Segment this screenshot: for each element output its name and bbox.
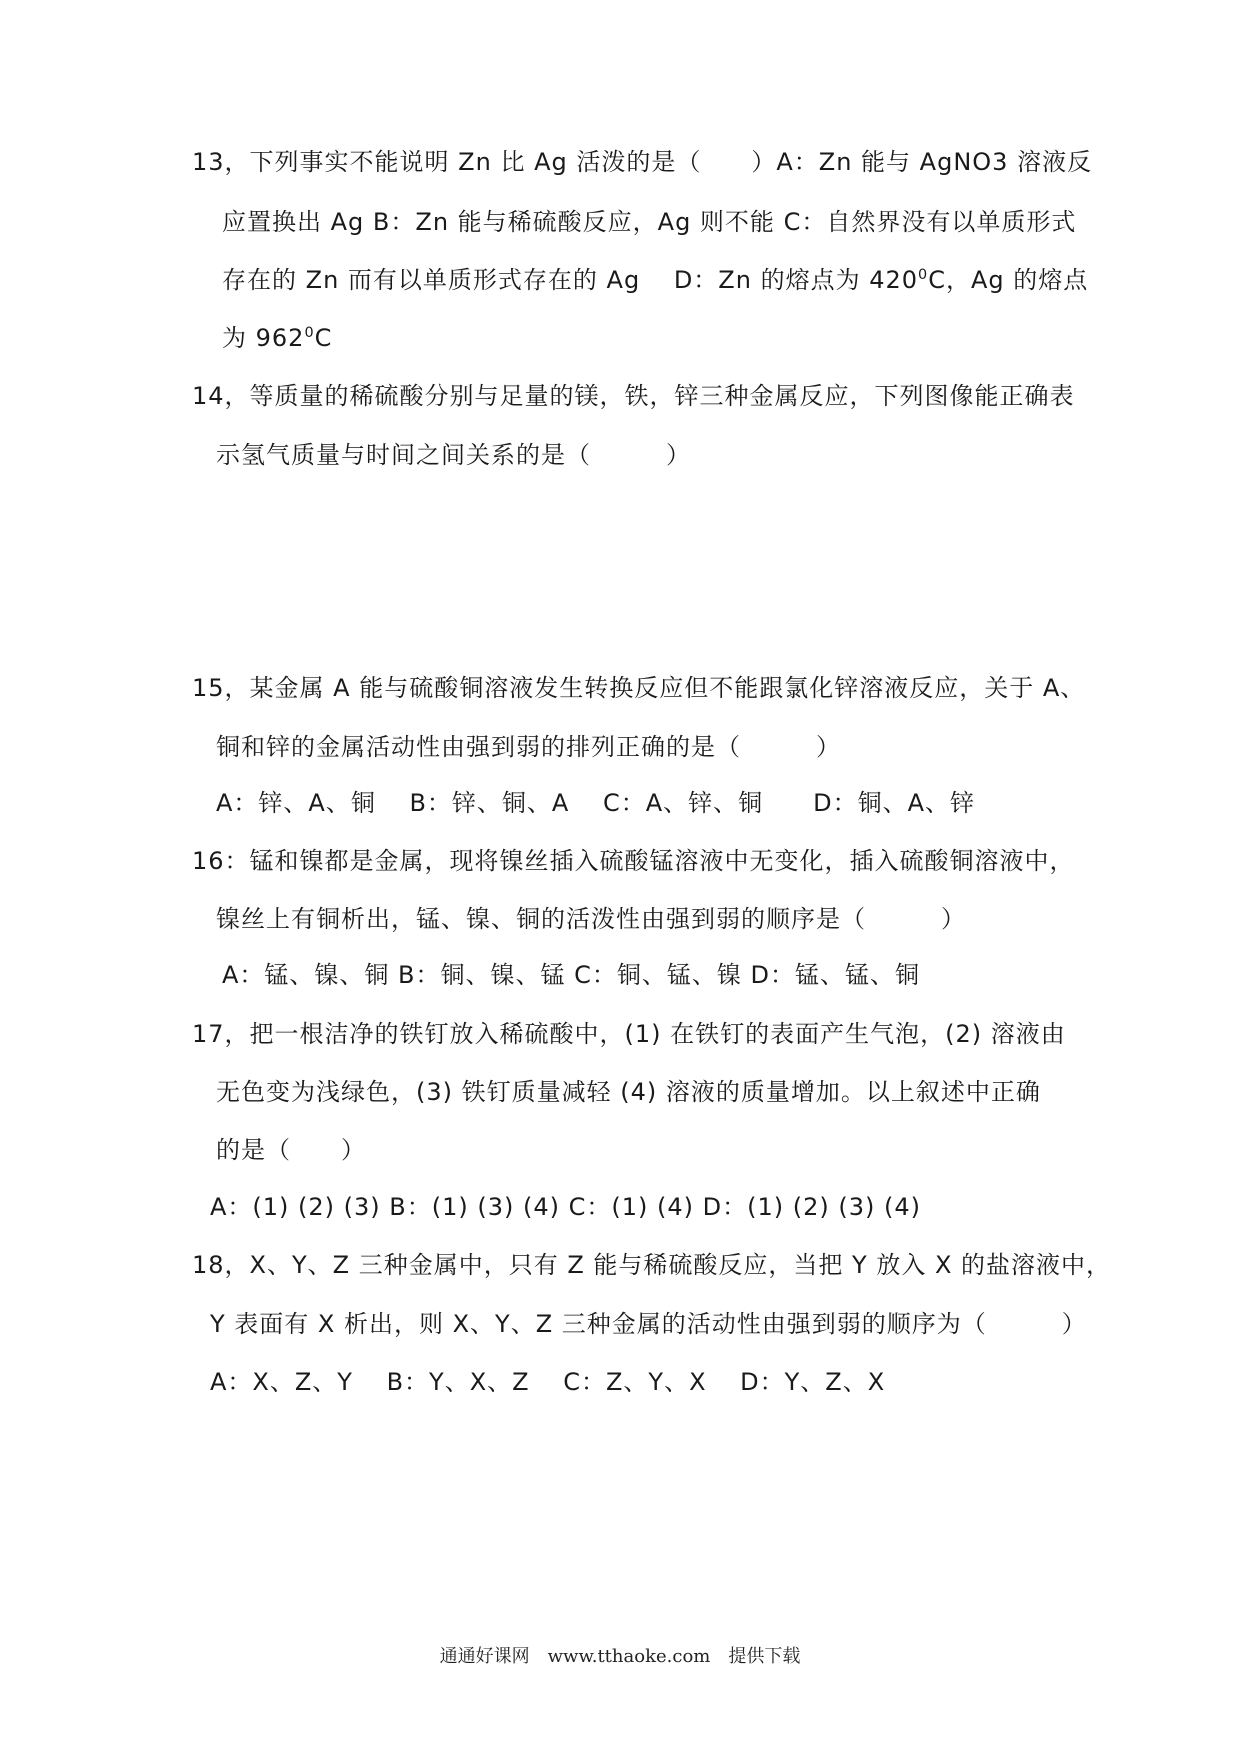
q16-options: A：锰、镍、铜 B：铜、镍、锰 C：铜、锰、镍 D：锰、锰、铜 <box>222 961 921 989</box>
q13-line3-text-a: 存在的 Zn 而有以单质形式存在的 Ag D：Zn 的熔点为 420 <box>222 266 919 294</box>
q13-line2: 应置换出 Ag B：Zn 能与稀硫酸反应，Ag 则不能 C：自然界没有以单质形式 <box>222 208 1077 236</box>
q17-line1: 17，把一根洁净的铁钉放入稀硫酸中，(1) 在铁钉的表面产生气泡，(2) 溶液由 <box>192 1020 1066 1048</box>
q15-line2: 铜和锌的金属活动性由强到弱的排列正确的是（ ） <box>216 733 841 761</box>
q13-line4-text-a: 为 962 <box>222 324 305 352</box>
q13-line4 <box>222 326 332 350</box>
page-footer: 通通好课网 www.tthaoke.com 提供下载 <box>439 1646 801 1667</box>
q14-line1: 14，等质量的稀硫酸分别与足量的镁，铁，锌三种金属反应，下列图像能正确表 <box>192 382 1075 410</box>
q13-degree-sup-1: 0 <box>918 267 929 283</box>
q18-line1: 18，X、Y、Z 三种金属中，只有 Z 能与稀硫酸反应，当把 Y 放入 X 的盐溶液中， <box>192 1251 1112 1279</box>
q14-line2: 示氢气质量与时间之间关系的是（ ） <box>216 441 691 469</box>
q13-line4-text-b: C <box>314 324 333 352</box>
q15-line1: 15，某金属 A 能与硫酸铜溶液发生转换反应但不能跟氯化锌溶液反应，关于 A、 <box>192 674 1086 702</box>
q17-options: A：(1) (2) (3) B：(1) (3) (4) C：(1) (4) D：(1) (2) (3) (4) <box>210 1193 921 1221</box>
q18-options: A：X、Z、Y B：Y、X、Z C：Z、Y、X D：Y、Z、X <box>210 1368 886 1396</box>
q16-line2: 镍丝上有铜析出，锰、镍、铜的活泼性由强到弱的顺序是（ ） <box>216 905 966 933</box>
q17-line3: 的是（ ） <box>216 1136 366 1164</box>
q17-line2: 无色变为浅绿色，(3) 铁钉质量减轻 (4) 溶液的质量增加。以上叙述中正确 <box>216 1078 1041 1106</box>
q13-degree-sup-2: 0 <box>304 325 315 341</box>
q15-options: A：锌、A、铜 B：锌、铜、A C：A、锌、铜 D：铜、A、锌 <box>216 789 976 817</box>
q18-line2: Y 表面有 X 析出，则 X、Y、Z 三种金属的活动性由强到弱的顺序为（ ） <box>210 1310 1087 1338</box>
q16-line1: 16：锰和镍都是金属，现将镍丝插入硫酸锰溶液中无变化，插入硫酸铜溶液中， <box>192 847 1075 875</box>
q13-line3-text-b: C，Ag 的熔点 <box>928 266 1089 294</box>
q13-line3 <box>222 268 1088 292</box>
q13-line1: 13，下列事实不能说明 Zn 比 Ag 活泼的是（ ）A：Zn 能与 AgNO3 溶液反 <box>192 148 1093 176</box>
